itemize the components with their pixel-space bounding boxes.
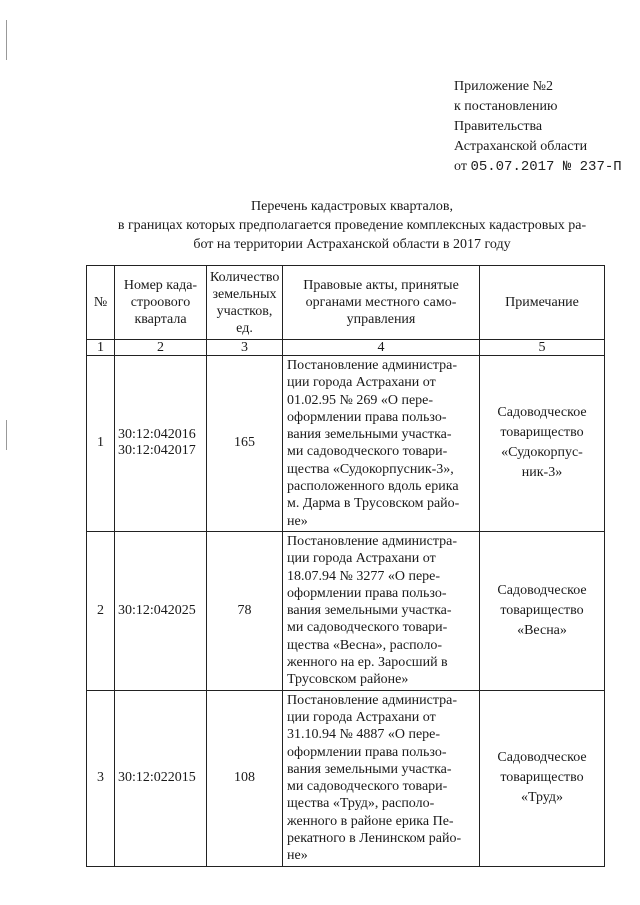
legal-act-line: ции города Астрахани от [287,551,436,567]
column-number: 5 [480,340,605,356]
legal-act-line: Трусовском районе» [287,672,409,688]
note-line: Садоводческое [497,750,587,766]
column-number: 2 [115,340,207,356]
approval-line: Приложение №2 [454,79,553,94]
document-title [97,197,607,254]
title-line: в границах которых предполагается проведение комплексных кадастровых ра- [117,218,587,233]
note-line: «Труд» [520,790,564,806]
cell-parcel-count: 165 [207,356,283,532]
cell-cadastral-number [115,690,207,866]
legal-act-line: ции города Астрахани от [287,375,436,391]
header-acts: Правовые акты, принятые органами местного само- управления [283,266,480,340]
cell-legal-act [283,531,480,690]
cell-parcel-count: 108 [207,690,283,866]
legal-act-line: расположенного вдоль ерика [287,479,459,495]
legal-act-line: вания земельными участка- [287,603,452,619]
legal-act-line: оформлении права пользо- [287,744,447,760]
table-header-row [87,266,605,340]
legal-act-line: оформлении права пользо- [287,585,447,601]
legal-act-line: вания земельными участка- [287,427,452,443]
note-line: ник-3» [521,465,563,481]
cell-note [480,690,605,866]
title-line: бот на территории Астраханской области в 2017 году [193,237,511,252]
header-count: Количество земельных участков, ед. [207,266,283,340]
legal-act-line: ми садоводческого товари- [287,779,448,795]
note-line: «Весна» [517,622,567,638]
legal-act-line: щества «Судокорпусник-3», [287,461,454,477]
table-row [87,356,605,532]
scan-margin-mark [6,20,7,60]
legal-act-line: ми садоводческого товари- [287,620,448,636]
legal-act-line: не» [287,848,308,864]
header-cadastral: Номер када- строового квартала [115,266,207,340]
legal-act-line: щества «Весна», располо- [287,637,443,653]
date-prefix: от [454,159,467,174]
title-line: Перечень кадастровых кварталов, [251,199,453,214]
cell-note [480,356,605,532]
approval-line: Правительства [454,119,543,134]
cell-row-number: 1 [87,356,115,532]
legal-act-line: женного в районе ерика Пе- [287,813,454,829]
legal-act-line: 01.02.95 № 269 «О пере- [287,392,434,408]
cell-cadastral-number [115,531,207,690]
cadastral-table [86,265,605,867]
cell-row-number: 3 [87,690,115,866]
table-row [87,690,605,866]
legal-act-line: 31.10.94 № 4887 «О пере- [287,727,441,743]
legal-act-line: не» [287,513,308,529]
scan-margin-mark [6,420,7,450]
legal-act-line: рекатного в Ленинском райо- [287,831,462,847]
legal-act-line: женного на ер. Заросший в [287,655,448,671]
cell-legal-act [283,690,480,866]
approval-line: Астраханской области [454,139,588,154]
cell-row-number: 2 [87,531,115,690]
legal-act-line: ции города Астрахани от [287,709,436,725]
cell-cadastral-number [115,356,207,532]
date-stamp: 05.07.2017 № 237-П [470,159,622,175]
legal-act-line: Постановление администра- [287,533,458,549]
cell-legal-act [283,356,480,532]
table-body [87,356,605,867]
column-number-row [87,340,605,356]
cadastral-number: 30:12:042016 [118,427,196,443]
note-line: «Судокорпус- [501,445,583,461]
cadastral-number: 30:12:042025 [118,602,196,618]
cell-parcel-count: 78 [207,531,283,690]
cadastral-number: 30:12:022015 [118,770,196,786]
approval-block [454,77,622,177]
approval-date-line [454,157,622,177]
legal-act-line: 18.07.94 № 3277 «О пере- [287,568,441,584]
legal-act-line: м. Дарма в Трусовском райо- [287,496,460,512]
note-line: Садоводческое [497,405,587,421]
cell-note [480,531,605,690]
cadastral-number: 30:12:042017 [118,443,196,459]
note-line: товарищество [500,425,584,441]
column-number: 4 [283,340,480,356]
legal-act-line: оформлении права пользо- [287,409,447,425]
note-line: Садоводческое [497,582,587,598]
note-line: товарищество [500,770,584,786]
legal-act-line: Постановление администра- [287,692,458,708]
note-line: товарищество [500,602,584,618]
legal-act-line: Постановление администра- [287,358,458,373]
column-number: 3 [207,340,283,356]
legal-act-line: щества «Труд», располо- [287,796,435,812]
header-note: Примечание [480,266,605,340]
table-row [87,531,605,690]
approval-line: к постановлению [454,99,558,114]
header-no: № [87,266,115,340]
column-number: 1 [87,340,115,356]
legal-act-line: вания земельными участка- [287,761,452,777]
legal-act-line: ми садоводческого товари- [287,444,448,460]
